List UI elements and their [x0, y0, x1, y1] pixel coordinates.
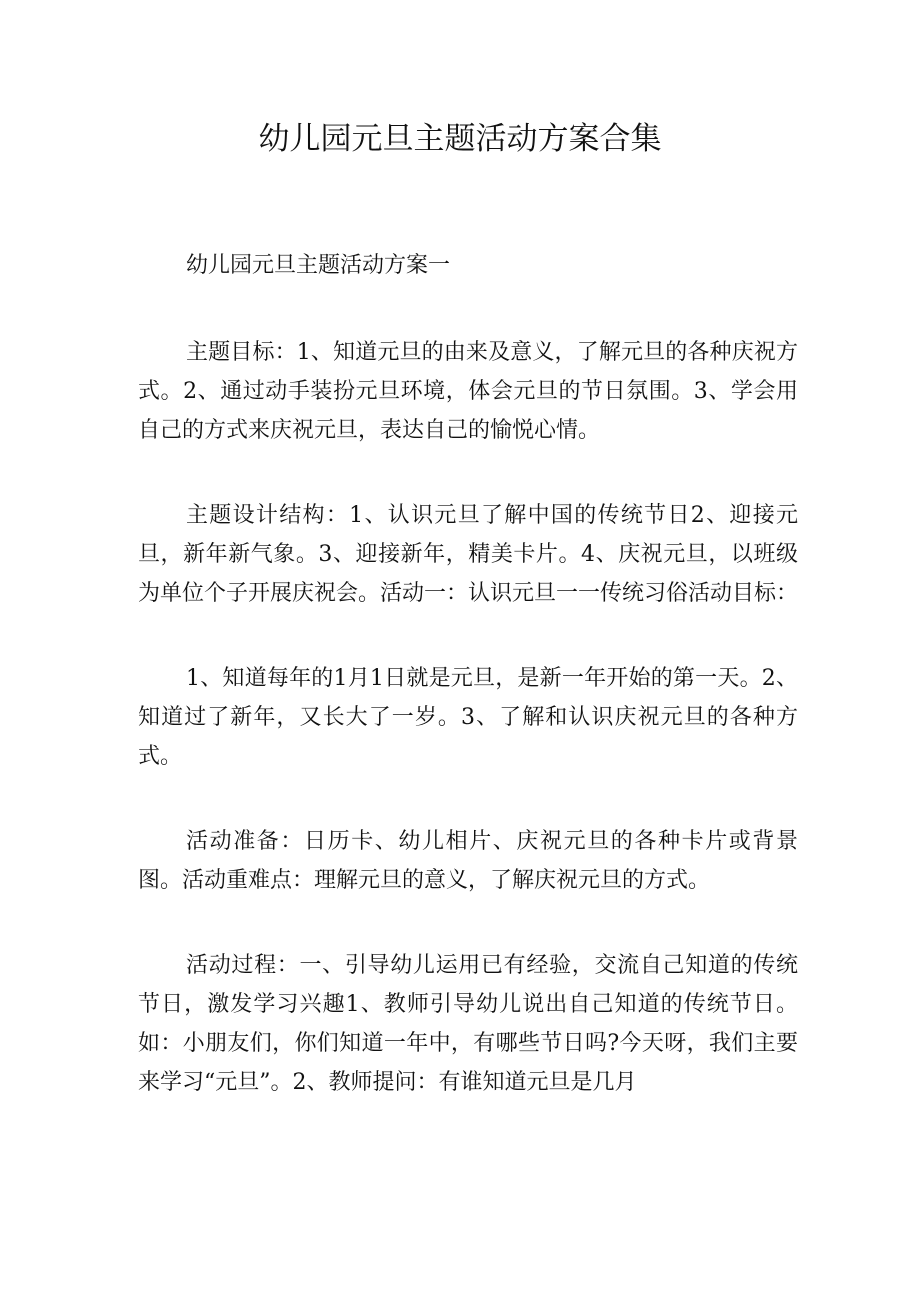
paragraph-activity-process: 活动过程：一、引导幼儿运用已有经验，交流自己知道的传统节日，激发学习兴趣1、教师引导幼儿说出自己知道的传统节日。如：小朋友们，你们知道一年中，有哪些节日吗?今天呀，我们主要来学习“元旦”。2、教师提问：有谁知道元旦是几月 — [138, 953, 798, 1095]
section-heading: 幼儿园元旦主题活动方案一 — [186, 253, 451, 278]
document-title: 幼儿园元旦主题活动方案合集 — [258, 121, 662, 157]
document-body — [138, 246, 798, 1148]
paragraph-theme-structure: 主题设计结构：1、认识元旦了解中国的传统节日2、迎接元旦，新年新气象。3、迎接新年，精美卡片。4、庆祝元旦，以班级为单位个子开展庆祝会。活动一：认识元旦一一传统习俗活动目标： — [138, 503, 799, 606]
paragraph-theme-goals: 主题目标：1、知道元旦的由来及意义，了解元旦的各种庆祝方式。2、通过动手装扮元旦环境，体会元旦的节日氛围。3、学会用自己的方式来庆祝元旦，表达自己的愉悦心情。 — [138, 340, 798, 443]
paragraph-activity-preparation: 活动准备：日历卡、幼儿相片、庆祝元旦的各种卡片或背景图。活动重难点：理解元旦的意义，了解庆祝元旦的方式。 — [138, 829, 798, 893]
paragraph-activity-goals: 1、知道每年的1月1日就是元旦，是新一年开始的第一天。2、知道过了新年，又长大了一岁。3、了解和认识庆祝元旦的各种方式。 — [138, 666, 798, 769]
